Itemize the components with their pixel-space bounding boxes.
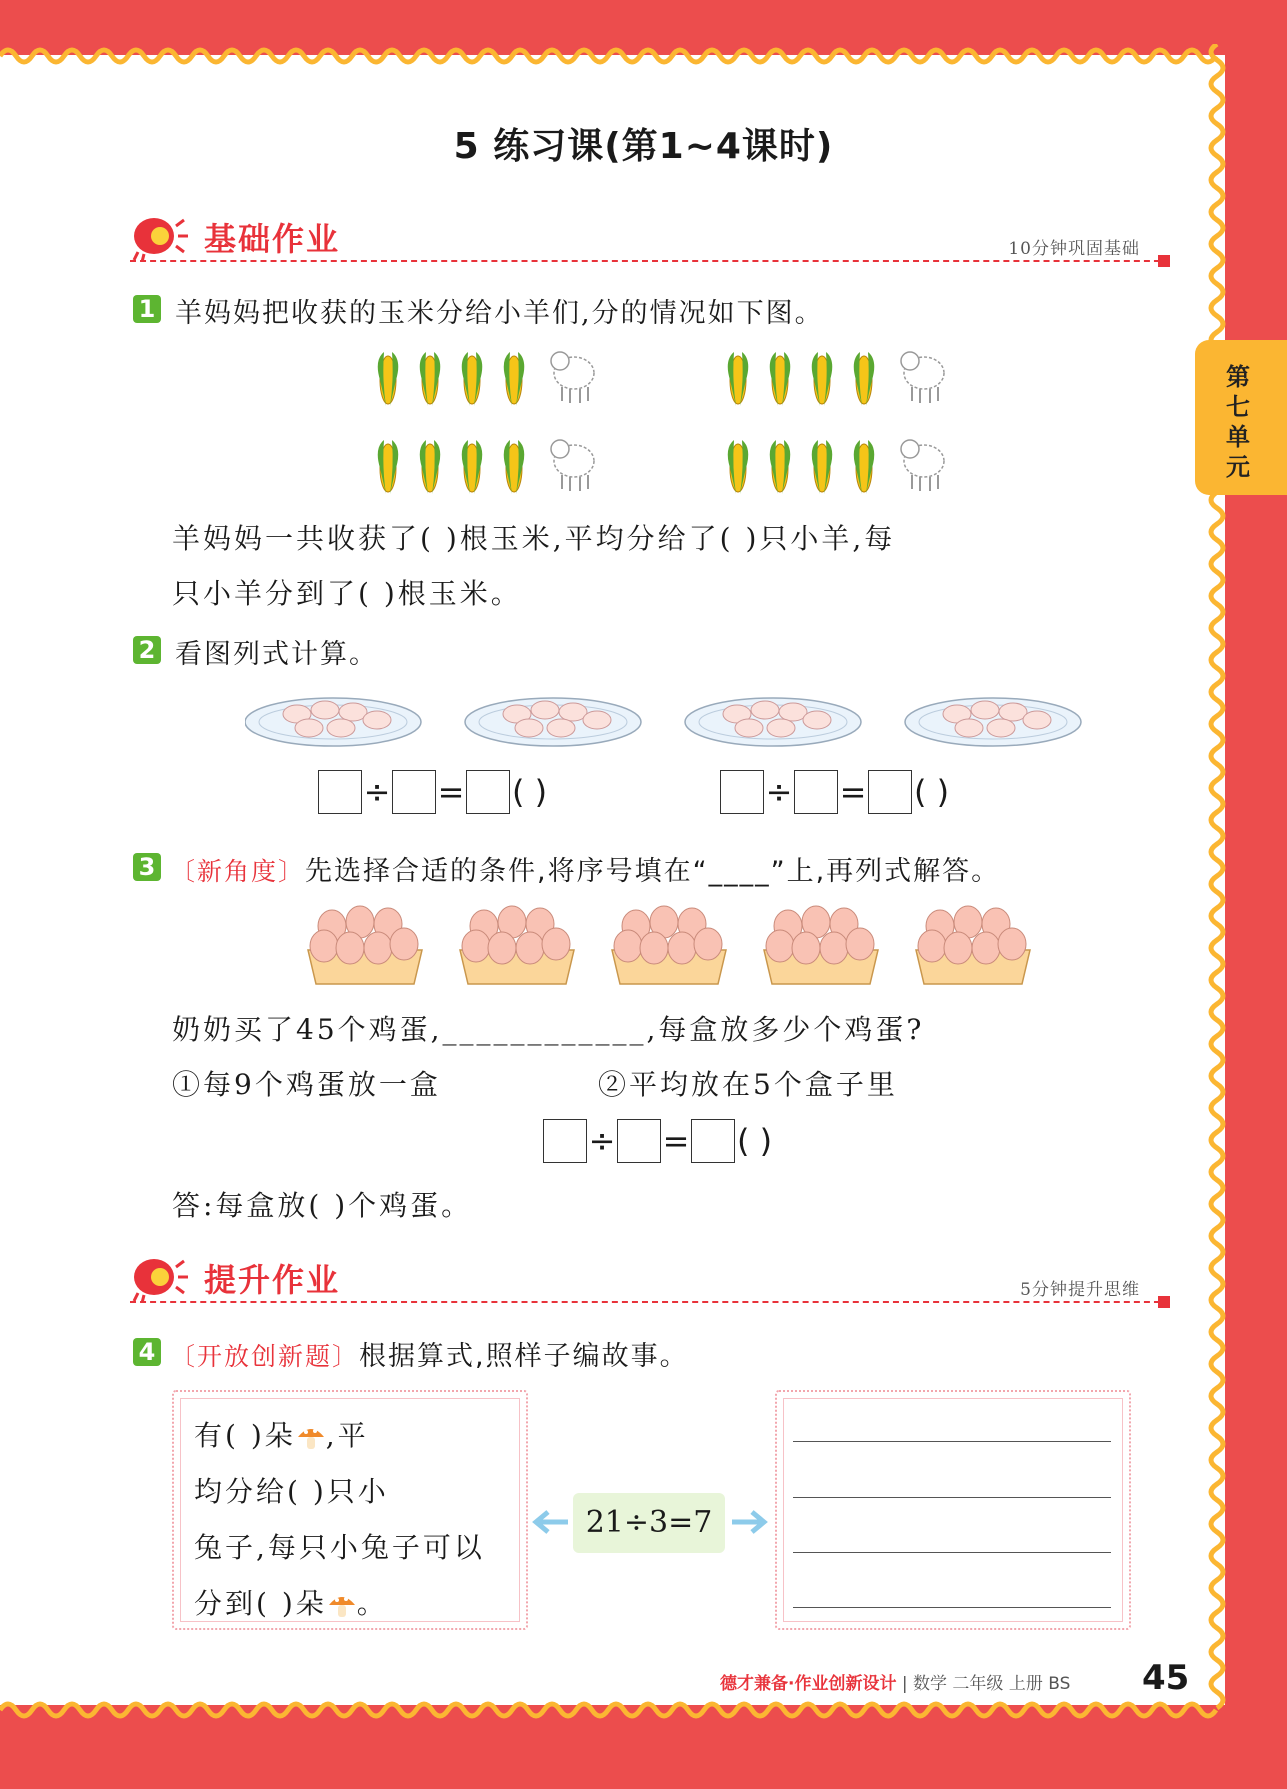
section-title: 基础作业 (204, 220, 341, 258)
dumpling-plates-illustration (245, 690, 1095, 752)
question-1-line-2: 只小羊分到了( )根玉米。 (172, 577, 522, 610)
example-story-text (194, 1408, 494, 1632)
question-4-header (170, 1334, 689, 1373)
story-answer-inner (783, 1398, 1123, 1622)
question-3-header (170, 849, 1000, 888)
unit-blank[interactable]: ( ) (914, 773, 950, 811)
question-2-text: 看图列式计算。 (175, 639, 378, 670)
unit-blank[interactable]: ( ) (737, 1122, 773, 1160)
answer-box[interactable] (794, 770, 838, 814)
question-1-line-1: 羊妈妈一共收获了( )根玉米,平均分给了( )只小羊,每 (172, 522, 896, 555)
unit-tab-label: 第七单元 (1226, 363, 1250, 481)
question-number: 3 (133, 853, 161, 881)
question-1-text: 羊妈妈把收获的玉米分给小羊们,分的情况如下图。 (175, 298, 824, 329)
mushroom-icon (327, 1591, 357, 1621)
page-number: 45 (1142, 1658, 1190, 1698)
megaphone-icon (130, 1253, 190, 1303)
story-line-3: 兔子,每只小兔子可以 (194, 1531, 485, 1564)
equation-3 (543, 1119, 772, 1163)
section-note: 10分钟巩固基础 (1008, 239, 1140, 259)
question-3-text: 先选择合适的条件,将序号填在“____”上,再列式解答。 (305, 856, 1001, 887)
wavy-border-top (0, 44, 1287, 68)
story-line-4: 分到( )朵 。 (194, 1587, 388, 1620)
question-number: 1 (133, 295, 161, 323)
wavy-border-bottom (0, 1698, 1287, 1722)
unit-tab (1195, 340, 1287, 495)
question-3-line-1: 奶奶买了45个鸡蛋,____________,每盒放多少个鸡蛋? (172, 1013, 925, 1046)
egg-cartons-illustration (300, 900, 1040, 988)
arrow-left-icon (530, 1502, 570, 1542)
page-title: 5 练习课(第1~4课时) (453, 126, 834, 167)
corn-and-sheep-illustration (370, 340, 970, 510)
section-header-basic (130, 206, 1170, 266)
wavy-border-right (1205, 44, 1229, 1724)
section-note: 5分钟提升思维 (1020, 1280, 1140, 1300)
arrow-right-icon (730, 1502, 770, 1542)
mushroom-icon (296, 1423, 326, 1453)
equation-2a (318, 770, 547, 814)
answer-box[interactable] (720, 770, 764, 814)
answer-line[interactable] (793, 1552, 1111, 1553)
section-title: 提升作业 (204, 1261, 341, 1299)
footer (720, 1669, 1070, 1694)
answer-box[interactable] (691, 1119, 735, 1163)
footer-info: 数学 二年级 上册 BS (913, 1674, 1071, 1694)
equals-sign: = (839, 773, 867, 811)
answer-box[interactable] (617, 1119, 661, 1163)
divide-sign: ÷ (363, 773, 391, 811)
answer-box[interactable] (466, 770, 510, 814)
question-number: 4 (133, 1338, 161, 1366)
answer-line[interactable] (793, 1497, 1111, 1498)
question-3-answer: 答:每盒放( )个鸡蛋。 (172, 1189, 473, 1222)
story-line-1: 有( )朵 ,平 (194, 1419, 369, 1452)
answer-line[interactable] (793, 1607, 1111, 1608)
question-tag: 〔开放创新题〕 (170, 1342, 360, 1371)
formula-box: 21÷3=7 (573, 1493, 725, 1553)
option-1[interactable]: ①每9个鸡蛋放一盒 (172, 1068, 441, 1101)
story-line-2: 均分给( )只小 (194, 1475, 389, 1508)
story-answer-card[interactable] (775, 1390, 1131, 1630)
divide-sign: ÷ (765, 773, 793, 811)
footer-brand: 德才兼备·作业创新设计 (720, 1674, 897, 1694)
answer-box[interactable] (868, 770, 912, 814)
section-header-advanced (130, 1247, 1170, 1307)
divide-sign: ÷ (588, 1122, 616, 1160)
answer-box[interactable] (392, 770, 436, 814)
option-2[interactable]: ②平均放在5个盒子里 (598, 1068, 898, 1101)
megaphone-icon (130, 212, 190, 262)
answer-line[interactable] (793, 1441, 1111, 1442)
answer-box[interactable] (318, 770, 362, 814)
example-story-card (172, 1390, 528, 1630)
footer-separator: | (901, 1674, 908, 1694)
section-divider (130, 1301, 1170, 1303)
section-divider-end (1158, 1296, 1170, 1308)
equals-sign: = (437, 773, 465, 811)
question-4-text: 根据算式,照样子编故事。 (359, 1341, 689, 1372)
unit-blank[interactable]: ( ) (512, 773, 548, 811)
question-tag: 〔新角度〕 (170, 857, 306, 886)
equation-2b (720, 770, 949, 814)
question-number: 2 (133, 636, 161, 664)
section-divider (130, 260, 1170, 262)
section-divider-end (1158, 255, 1170, 267)
equals-sign: = (662, 1122, 690, 1160)
answer-box[interactable] (543, 1119, 587, 1163)
